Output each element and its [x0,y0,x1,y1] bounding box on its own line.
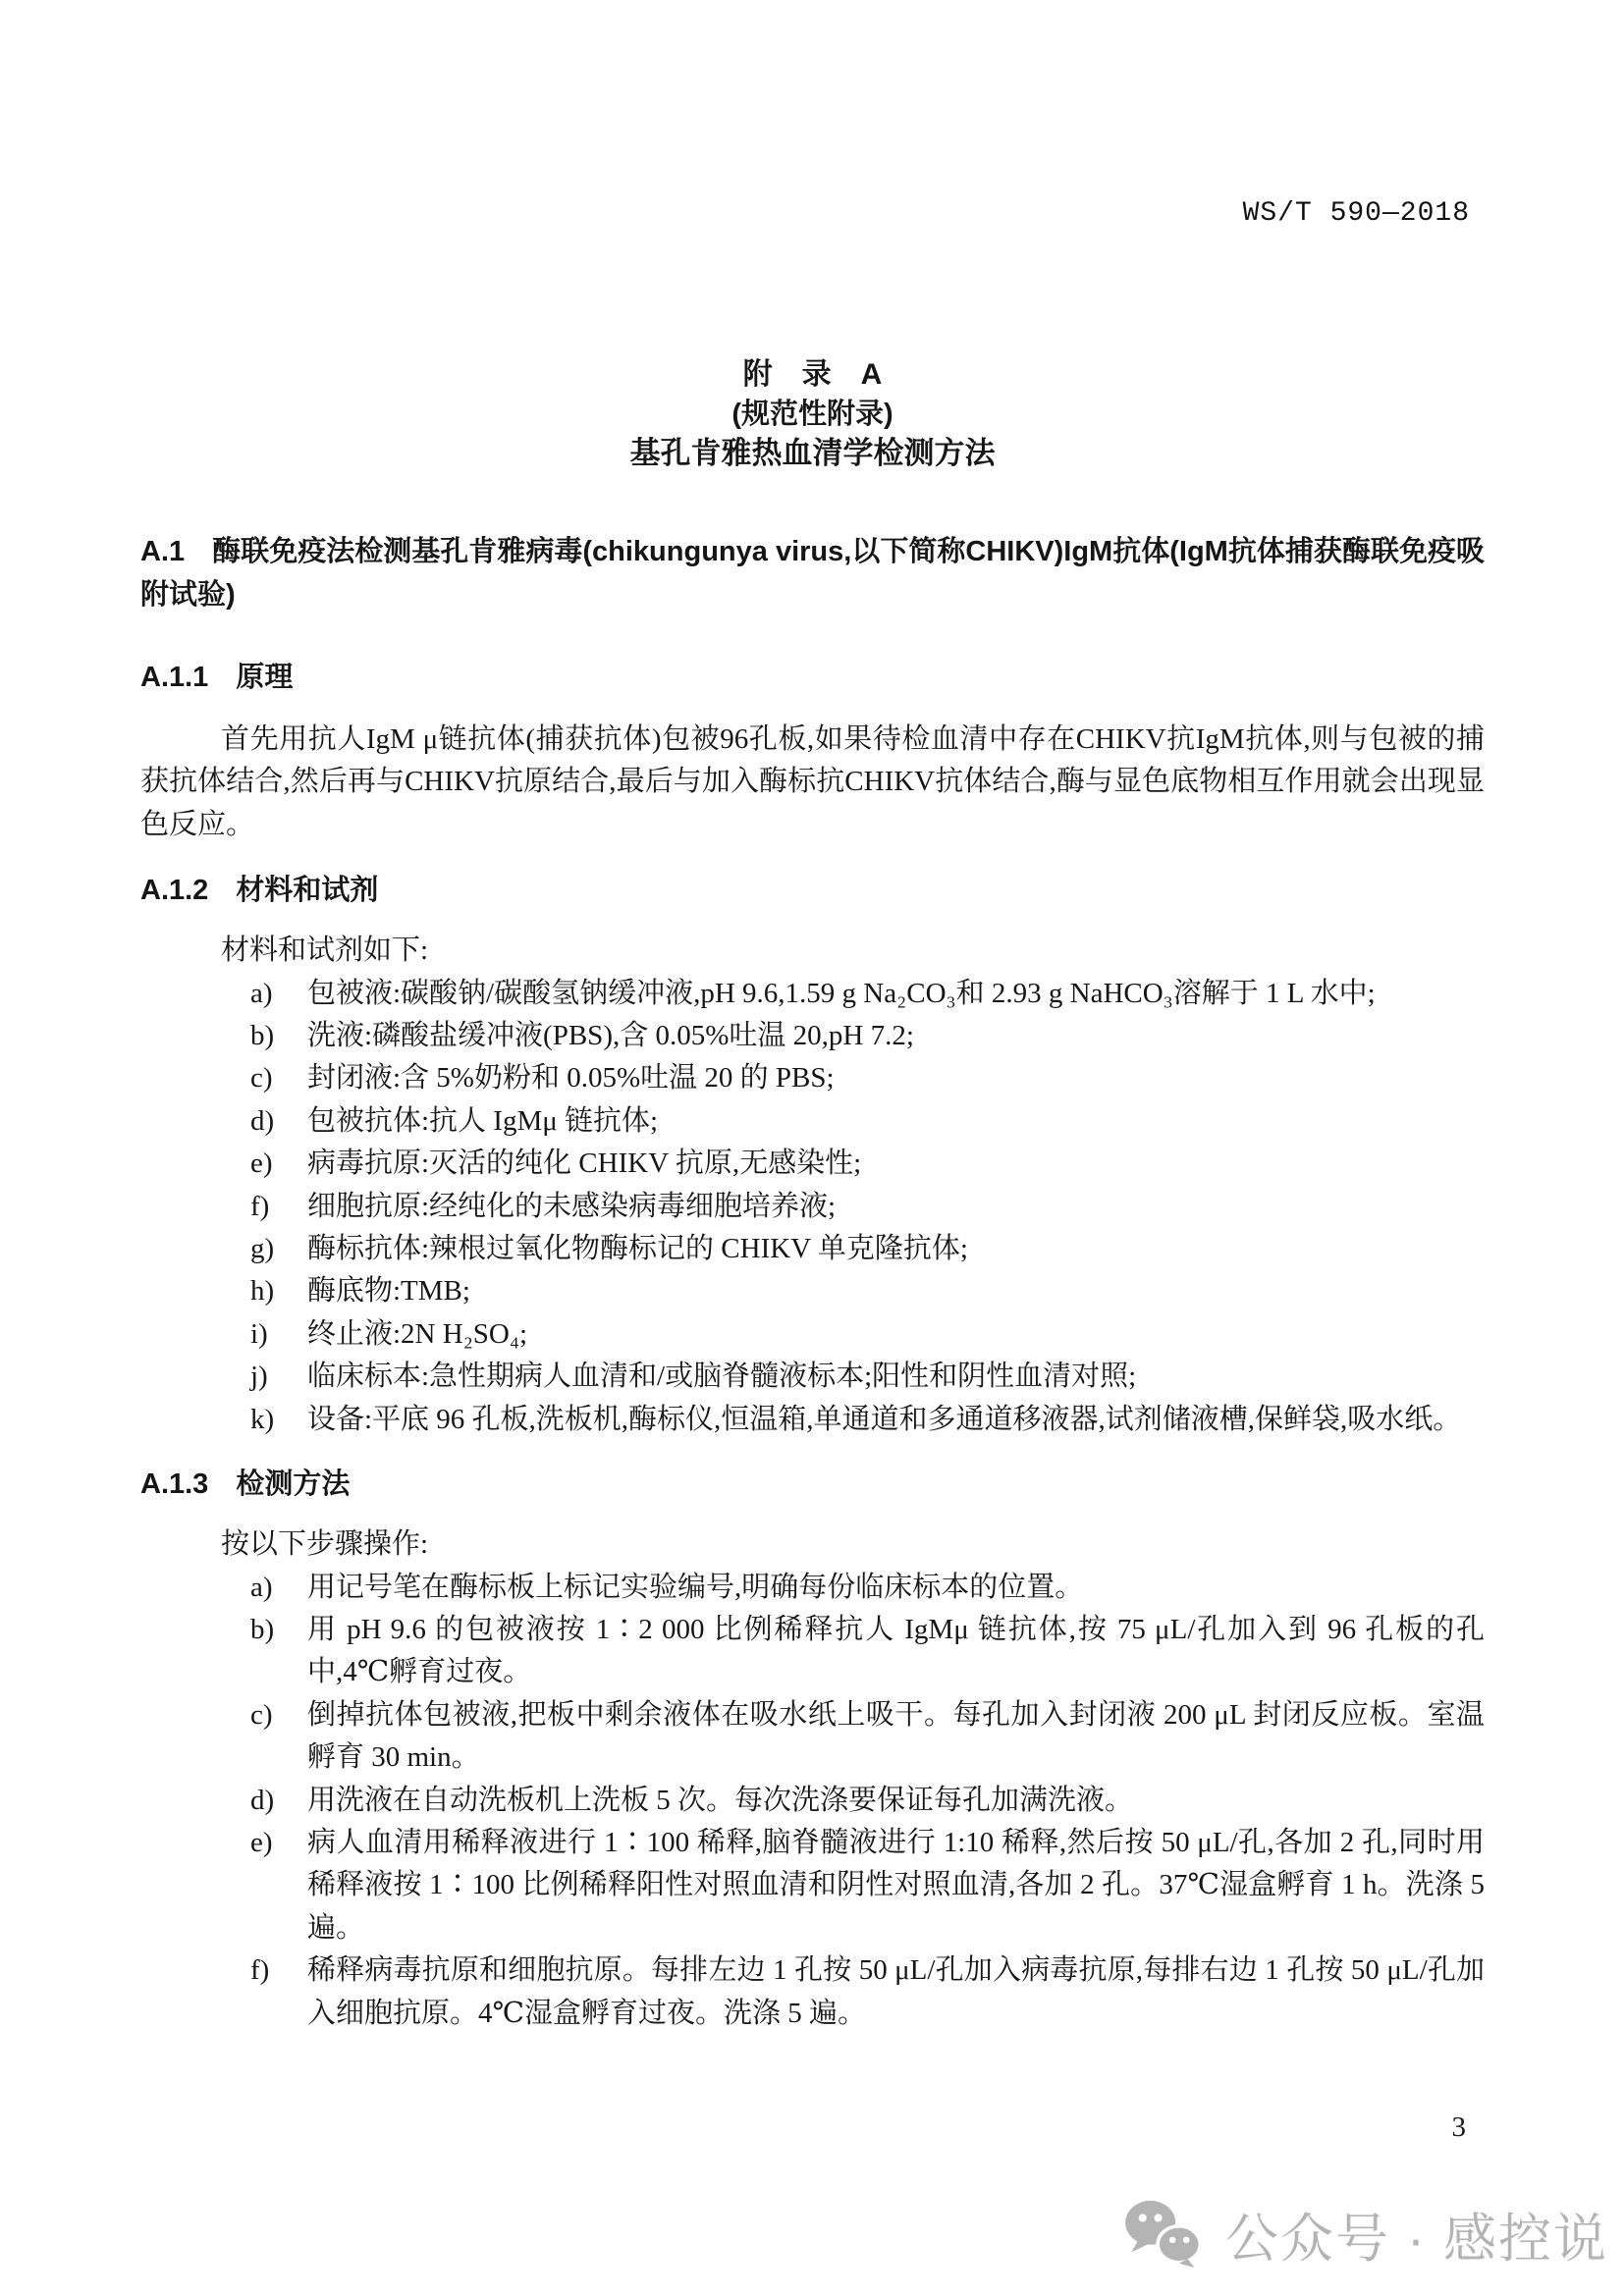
list-item-text: 细胞抗原:经纯化的未感染病毒细胞培养液; [307,1190,837,1222]
appendix-type-note: (规范性附录) [731,399,893,430]
principle-paragraph: 首先用抗人IgM μ链抗体(捕获抗体)包被96孔板,如果待检血清中存在CHIKV抗IgM抗体,则与包被的捕获抗体结合,然后再与CHIKV抗原结合,最后与加入酶标抗CHIKV抗体结合,酶与显色底物相互作用就会出现显色反应。 [140,723,1485,840]
list-item [140,1186,1485,1228]
watermark-text: 公众号 · 感控说 [1225,2209,1608,2269]
watermark [1119,2195,1608,2282]
section-number: A.1 [140,536,186,567]
list-item-text: 封闭液:含 5%奶粉和 0.05%吐温 20 的 PBS; [307,1062,835,1095]
method-steps-list [140,1567,1485,2035]
list-item-label: a) [250,977,273,1009]
section-a1-heading [140,530,1485,616]
list-item-text: 临床标本:急性期病人血清和/或脑脊髓液标本;阳性和阴性血清对照; [307,1361,1137,1393]
list-item-label: h) [250,1275,275,1308]
list-item-text: 用 pH 9.6 的包被液按 1∶2 000 比例稀释抗人 IgMμ 链抗体,按 75 μL/孔加入到 96 孔板的孔中,4℃孵育过夜。 [307,1613,1485,1688]
list-item-text: 酶底物:TMB; [307,1275,470,1308]
list-item-text: 病人血清用稀释液进行 1∶100 稀释,脑脊髓液进行 1:10 稀释,然后按 50 μL/孔,各加 2 孔,同时用稀释液按 1∶100 比例稀释阳性对照血清和阴性对照血清,各加 2 孔。37℃湿盒孵育 1 h。洗涤 5 遍。 [307,1826,1485,1944]
list-item-label: c) [250,1062,273,1095]
list-item [140,1609,1485,1694]
section-heading-text: 检测方法 [236,1468,351,1501]
list-item-label: e) [250,1148,273,1180]
section-number: A.1.2 [140,875,209,907]
list-item-text: 洗液:磷酸盐缓冲液(PBS),含 0.05%吐温 20,pH 7.2; [307,1020,914,1052]
list-item [140,1015,1485,1057]
list-item-label: i) [250,1317,268,1350]
list-item-label: e) [250,1826,273,1858]
list-item-label: b) [250,1020,275,1052]
wechat-icon [1119,2195,1206,2282]
list-item-label: f) [250,1190,270,1222]
list-item [140,1356,1485,1398]
list-item-label: a) [250,1571,273,1603]
list-item [140,1399,1485,1441]
list-item [140,1228,1485,1270]
list-item [140,1694,1485,1780]
list-item [140,1100,1485,1143]
list-item-label: d) [250,1784,275,1816]
list-item-text: 终止液:2N H₂SO₄; [307,1317,528,1350]
list-item [140,1270,1485,1312]
section-number: A.1.1 [140,662,209,693]
list-item-label: c) [250,1698,273,1731]
list-item [140,1313,1485,1356]
list-item-text: 酶标抗体:辣根过氧化物酶标记的 CHIKV 单克隆抗体; [307,1233,968,1265]
list-item [140,1822,1485,1949]
list-item-label: d) [250,1104,275,1137]
list-item [140,1949,1485,2035]
section-heading-text: 原理 [236,662,294,693]
list-item-text: 病毒抗原:灭活的纯化 CHIKV 抗原,无感染性; [307,1148,862,1180]
appendix-title: 基孔肯雅热血清学检测方法 [629,436,996,470]
section-heading-text: 酶联免疫法检测基孔肯雅病毒(chikungunya virus,以下简称CHIKV)IgM抗体(IgM抗体捕获酶联免疫吸附试验) [140,536,1485,611]
list-item-label: b) [250,1613,275,1645]
list-item [140,973,1485,1015]
appendix-title-block [140,355,1485,473]
section-heading-text: 材料和试剂 [236,875,379,907]
section-a13-heading [140,1463,1485,1506]
list-item-text: 用记号笔在酶标板上标记实验编号,明确每份临床标本的位置。 [307,1571,1084,1603]
materials-list [140,973,1485,1441]
section-a12-heading [140,869,1485,912]
list-item-text: 用洗液在自动洗板机上洗板 5 次。每次洗涤要保证每孔加满洗液。 [307,1784,1134,1816]
materials-intro: 材料和试剂如下: [221,934,429,967]
doc-number: WS/T 590—2018 [1242,198,1470,229]
list-item-label: g) [250,1233,275,1265]
method-intro: 按以下步骤操作: [221,1528,429,1561]
list-item [140,1143,1485,1185]
list-item-text: 包被液:碳酸钠/碳酸氢钠缓冲液,pH 9.6,1.59 g Na₂CO₃和 2.93 g NaHCO₃溶解于 1 L 水中; [307,977,1376,1009]
section-number: A.1.3 [140,1468,209,1501]
page-number: 3 [1451,2111,1466,2143]
appendix-label: 附 录 A [742,358,883,391]
list-item-label: f) [250,1954,270,1987]
section-a11-heading [140,656,1485,699]
list-item-label: k) [250,1403,275,1435]
list-item-text: 设备:平底 96 孔板,洗板机,酶标仪,恒温箱,单通道和多通道移液器,试剂储液槽,保鲜袋,吸水纸。 [307,1403,1462,1435]
list-item [140,1567,1485,1609]
list-item [140,1780,1485,1822]
list-item-text: 稀释病毒抗原和细胞抗原。每排左边 1 孔按 50 μL/孔加入病毒抗原,每排右边 1 孔按 50 μL/孔加入细胞抗原。4℃湿盒孵育过夜。洗涤 5 遍。 [307,1954,1485,2029]
list-item [140,1057,1485,1099]
page-content [140,0,1485,2035]
list-item-label: j) [250,1361,268,1393]
list-item-text: 包被抗体:抗人 IgMμ 链抗体; [307,1104,659,1137]
list-item-text: 倒掉抗体包被液,把板中剩余液体在吸水纸上吸干。每孔加入封闭液 200 μL 封闭反应板。室温孵育 30 min。 [307,1698,1485,1774]
